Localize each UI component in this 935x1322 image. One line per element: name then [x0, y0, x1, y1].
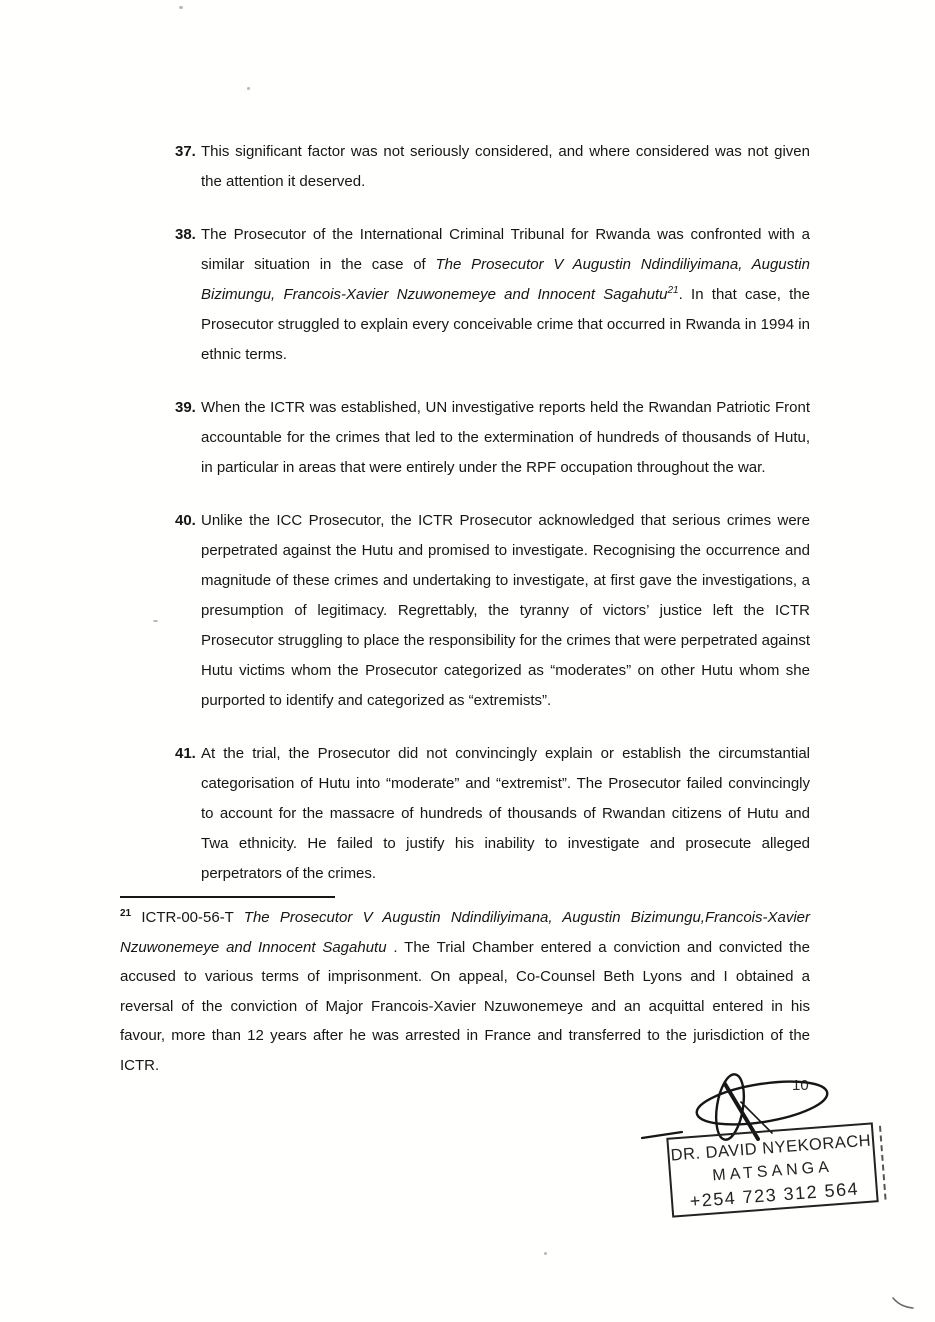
ink-stamp [666, 1122, 878, 1217]
numbered-paragraph [175, 137, 810, 197]
paragraph-text: The Prosecutor of the International Criminal Tribunal for Rwanda was confronted with a similar situation in the case of [201, 226, 810, 273]
paragraph-text: When the ICTR was established, UN investigative reports held the Rwandan Patriotic Front accountable for the crimes that led to the extermination of hundreds of thousands of Hutu, in particular in areas that were entirely under the RPF occupation throughout the war. [201, 399, 810, 476]
paragraph-text: The Prosecutor V Augustin Ndindiliyimana, Augustin Bizimungu, Francois-Xavier Nzuwonemeye and Innocent Sagahutu [201, 256, 810, 303]
paragraph-number: 41. [175, 745, 196, 762]
body-paragraphs [175, 137, 810, 912]
paragraph-number: 39. [175, 399, 196, 416]
corner-pen-mark-icon [892, 1296, 914, 1310]
footnote-reference: 21 [667, 285, 679, 296]
stamp-name-line: DR. DAVID NYEKORACH [670, 1131, 872, 1165]
paragraph-text: The Prosecutor V Augustin Ndindiliyimana, Augustin Bizimungu,Francois-Xavier Nzuwonemeye and Innocent Sagahutu [120, 909, 811, 956]
numbered-paragraph [175, 393, 810, 483]
paragraph-text: ICTR-00-56-T [131, 909, 244, 926]
page-number: 10 [792, 1077, 809, 1094]
scan-speck [153, 620, 158, 622]
footnote-body [120, 909, 810, 1074]
paragraph-number: 38. [175, 226, 196, 243]
paragraph-text: This significant factor was not seriously considered, and where considered was not given the attention it deserved. [201, 143, 810, 190]
paragraph-number: 40. [175, 512, 196, 529]
numbered-paragraph [175, 506, 810, 716]
paragraph-text: At the trial, the Prosecutor did not convincingly explain or establish the circumstantial categorisation of Hutu into “moderate” and “extremist”. The Prosecutor failed convincingly to account for the massacre of hundreds of thousands of Rwandan citizens of Hutu and Twa ethnicity. He failed to justify his inability to investigate and prosecute alleged perpetrators of the crimes. [201, 745, 810, 882]
scan-speck [544, 1252, 547, 1255]
paragraph-number: 37. [175, 143, 196, 160]
paragraph-text: Unlike the ICC Prosecutor, the ICTR Prosecutor acknowledged that serious crimes were perpetrated against the Hutu and promised to investigate. Recognising the occurrence and magnitude of these crimes and undertaking to investigate, at first gave the investigations, a presumption of legitimacy. Regrettably, the tyranny of victors’ justice left the ICTR Prosecutor struggling to place the responsibility for the crimes that were perpetrated against Hutu victims whom the Prosecutor categorized as “moderates” on other Hutu whom she purported to identify and categorized as “extremists”. [201, 512, 810, 709]
footnote-separator [120, 896, 335, 898]
footnote-marker: 21 [120, 908, 132, 919]
stamp-surname-line: MATSANGA [711, 1158, 834, 1185]
numbered-paragraph [175, 739, 810, 889]
stamp-phone-line: +254 723 312 564 [689, 1178, 860, 1212]
paragraph-text: . The Trial Chamber entered a conviction and convicted the accused to various terms of imprisonment. On appeal, Co-Counsel Beth Lyons and I obtained a reversal of the conviction of Major Francois-Xavier Nzuwonemeye and an acquittal entered in his favour, more than 12 years after he was arrested in France and transferred to the jurisdiction of the ICTR. [120, 938, 810, 1074]
scan-speck [247, 87, 250, 90]
footnote [120, 903, 810, 1080]
paragraph-text: . In that case, the Prosecutor struggled to explain every conceivable crime that occurred in Rwanda in 1994 in ethnic terms. [201, 286, 810, 363]
numbered-paragraph [175, 220, 810, 370]
scan-speck [179, 6, 183, 9]
